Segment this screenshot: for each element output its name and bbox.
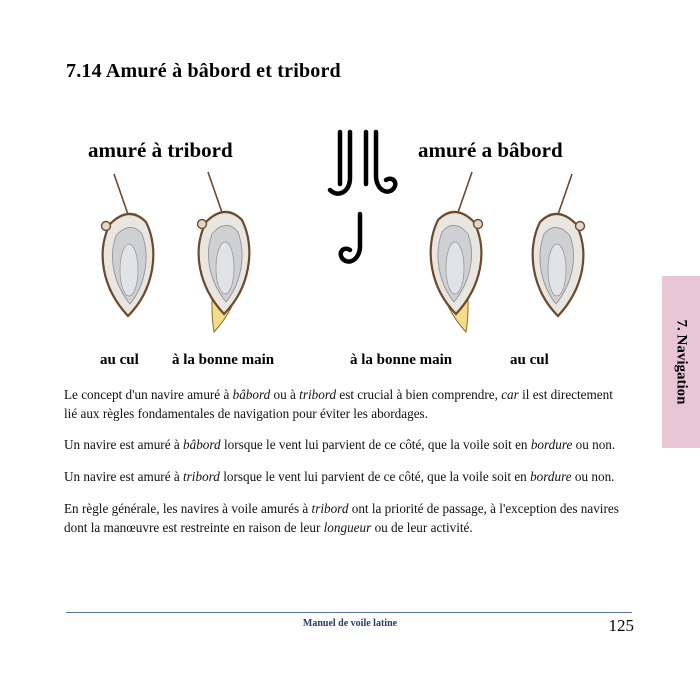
paragraph-p3: Un navire est amuré à tribord lorsque le vent lui parvient de ce côté, que la voile soit en bordure ou non. — [64, 469, 615, 485]
paragraph-p4: En règle générale, les navires à voile amurés à tribord ont la priorité de passage, à l'exception des navires dont la manœuvre est restreinte en raison de leur longueur ou de leur activité. — [64, 500, 619, 535]
figure-caption-amure-babord: amuré a bâbord — [418, 138, 563, 162]
paragraph-p2: Un navire est amuré à bâbord lorsque le vent lui parvient de ce côté, que la voile soit en bordure ou non. — [64, 437, 616, 453]
page-number: 125 — [608, 616, 634, 635]
body-text — [64, 386, 624, 550]
footer-divider — [66, 612, 632, 613]
page-title: 7.14 Amuré à bâbord et tribord — [66, 60, 341, 82]
chapter-side-tab — [662, 276, 700, 448]
figure-caption-bonne-main-right: à la bonne main — [350, 352, 453, 368]
boat-babord-au-cul-illustration — [492, 166, 612, 336]
figure-amure-babord-tribord — [60, 118, 640, 380]
figure-caption-au-cul-right: au cul — [510, 352, 549, 368]
figure-caption-bonne-main-left: à la bonne main — [172, 352, 275, 368]
paragraph-p1: Le concept d'un navire amuré à bâbord ou à tribord est crucial à bien comprendre, car il est directement lié aux règles fondamentales de navigation pour éviter les abordages. — [64, 387, 613, 421]
footer-title: Manuel de voile latine — [302, 618, 398, 629]
chapter-side-tab-label: 7. Navigation — [673, 319, 690, 405]
boat-tribord-bonne-main-illustration — [170, 166, 290, 336]
figure-caption-amure-tribord: amuré à tribord — [88, 138, 233, 162]
figure-caption-au-cul-left: au cul — [100, 352, 139, 368]
